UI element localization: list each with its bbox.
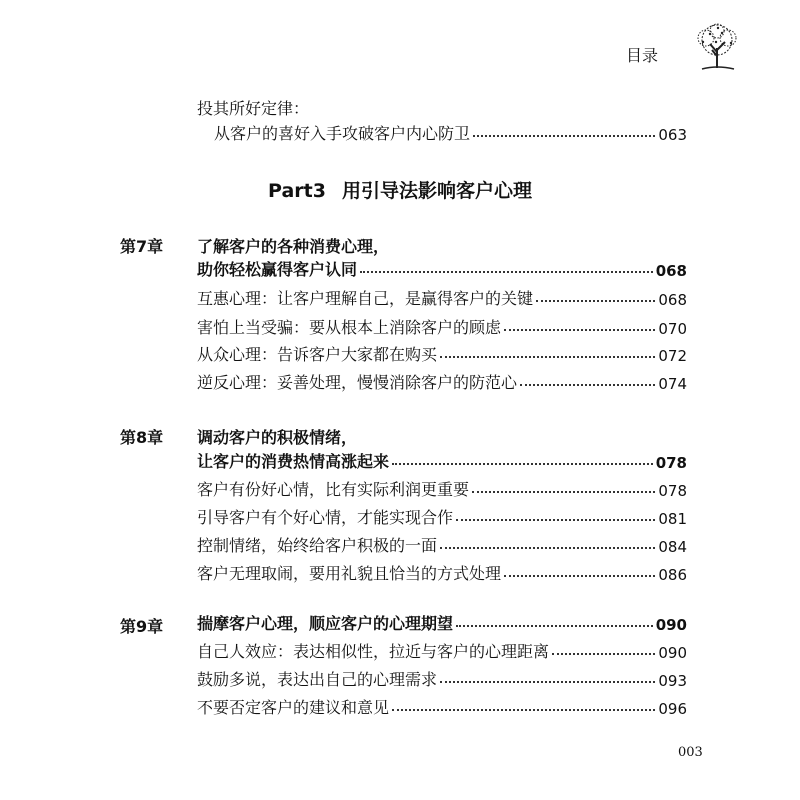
toc-entry[interactable]: [197, 636, 687, 662]
dot-leader: [504, 329, 655, 331]
toc-entry[interactable]: [197, 502, 687, 528]
toc-entry[interactable]: [197, 558, 687, 584]
toc-entry-page: 070: [658, 320, 687, 338]
toc-entry[interactable]: [197, 312, 687, 338]
toc-entry-title: 客户有份好心情，比有实际利润更重要: [197, 480, 470, 499]
toc-entry-page: 078: [658, 482, 687, 500]
chapter-entry[interactable]: [197, 254, 687, 280]
prev-heading: 投其所好定律：: [197, 99, 310, 118]
chapter-page: 078: [655, 454, 687, 472]
dot-leader: [472, 491, 655, 493]
dot-leader: [473, 135, 655, 137]
toc-entry[interactable]: [197, 339, 687, 365]
chapter-title: 揣摩客户心理，顺应客户的心理期望: [197, 614, 454, 633]
chapter-entry[interactable]: [197, 446, 687, 472]
toc-entry-title: 鼓励多说，表达出自己的心理需求: [197, 670, 438, 689]
part-title: 用引导法影响客户心理: [341, 180, 532, 202]
dot-leader: [504, 575, 655, 577]
chapter-entry[interactable]: [197, 608, 687, 634]
dot-leader: [440, 547, 655, 549]
dot-leader: [456, 519, 655, 521]
toc-entry-title: 从众心理：告诉客户大家都在购买: [197, 345, 438, 364]
dot-leader: [392, 709, 655, 711]
toc-entry-page: 081: [658, 510, 687, 528]
toc-entry-title: 控制情绪，始终给客户积极的一面: [197, 536, 438, 555]
toc-entry[interactable]: [197, 283, 687, 309]
toc-entry-page: 074: [658, 375, 687, 393]
toc-entry[interactable]: [197, 530, 687, 556]
toc-entry-title: 害怕上当受骗：要从根本上消除客户的顾虑: [197, 318, 502, 337]
chapter-title-line1: 调动客户的积极情绪，: [197, 428, 358, 447]
running-header-label: 目录: [626, 46, 659, 65]
chapter-number: 第8章: [120, 428, 164, 447]
toc-entry-page: 096: [658, 700, 687, 718]
toc-entry-page: 068: [658, 291, 687, 309]
dot-leader: [440, 681, 655, 683]
toc-entry-title: 客户无理取闹，要用礼貌且恰当的方式处理: [197, 564, 502, 583]
toc-entry[interactable]: [197, 367, 687, 393]
part-label: Part3: [268, 180, 326, 202]
toc-entry-page: 090: [658, 644, 687, 662]
toc-entry-page: 093: [658, 672, 687, 690]
dot-leader: [520, 384, 655, 386]
toc-entry-title: 从客户的喜好入手攻破客户内心防卫: [214, 124, 471, 143]
chapter-number: 第7章: [120, 237, 164, 256]
dot-leader: [456, 625, 653, 627]
chapter-page: 068: [655, 262, 687, 280]
page-number: 003: [678, 745, 703, 760]
toc-entry-title: 自己人效应：表达相似性，拉近与客户的心理距离: [197, 642, 550, 661]
toc-entry[interactable]: [197, 474, 687, 500]
part-heading: [0, 176, 800, 203]
toc-entry-title: 引导客户有个好心情，才能实现合作: [197, 508, 454, 527]
chapter-page: 090: [655, 616, 687, 634]
toc-entry-title: 互惠心理：让客户理解自己，是赢得客户的关键: [197, 289, 534, 308]
toc-entry[interactable]: [214, 118, 687, 144]
dot-leader: [440, 356, 655, 358]
toc-entry-page: 063: [658, 126, 687, 144]
dot-leader: [552, 653, 655, 655]
toc-entry-title: 不要否定客户的建议和意见: [197, 698, 390, 717]
chapter-title-line2: 助你轻松赢得客户认同: [197, 260, 358, 279]
toc-entry[interactable]: [197, 664, 687, 690]
dot-leader: [536, 300, 655, 302]
toc-entry-page: 086: [658, 566, 687, 584]
dot-leader: [392, 463, 653, 465]
toc-entry[interactable]: [197, 692, 687, 718]
dot-leader: [360, 271, 653, 273]
chapter-number: 第9章: [120, 617, 164, 636]
toc-entry-title: 逆反心理：妥善处理，慢慢消除客户的防范心: [197, 373, 518, 392]
chapter-title-line1: 了解客户的各种消费心理，: [197, 237, 390, 256]
toc-entry-page: 072: [658, 347, 687, 365]
chapter-title-line2: 让客户的消费热情高涨起来: [197, 452, 390, 471]
toc-entry-page: 084: [658, 538, 687, 556]
tree-icon: [688, 22, 746, 74]
